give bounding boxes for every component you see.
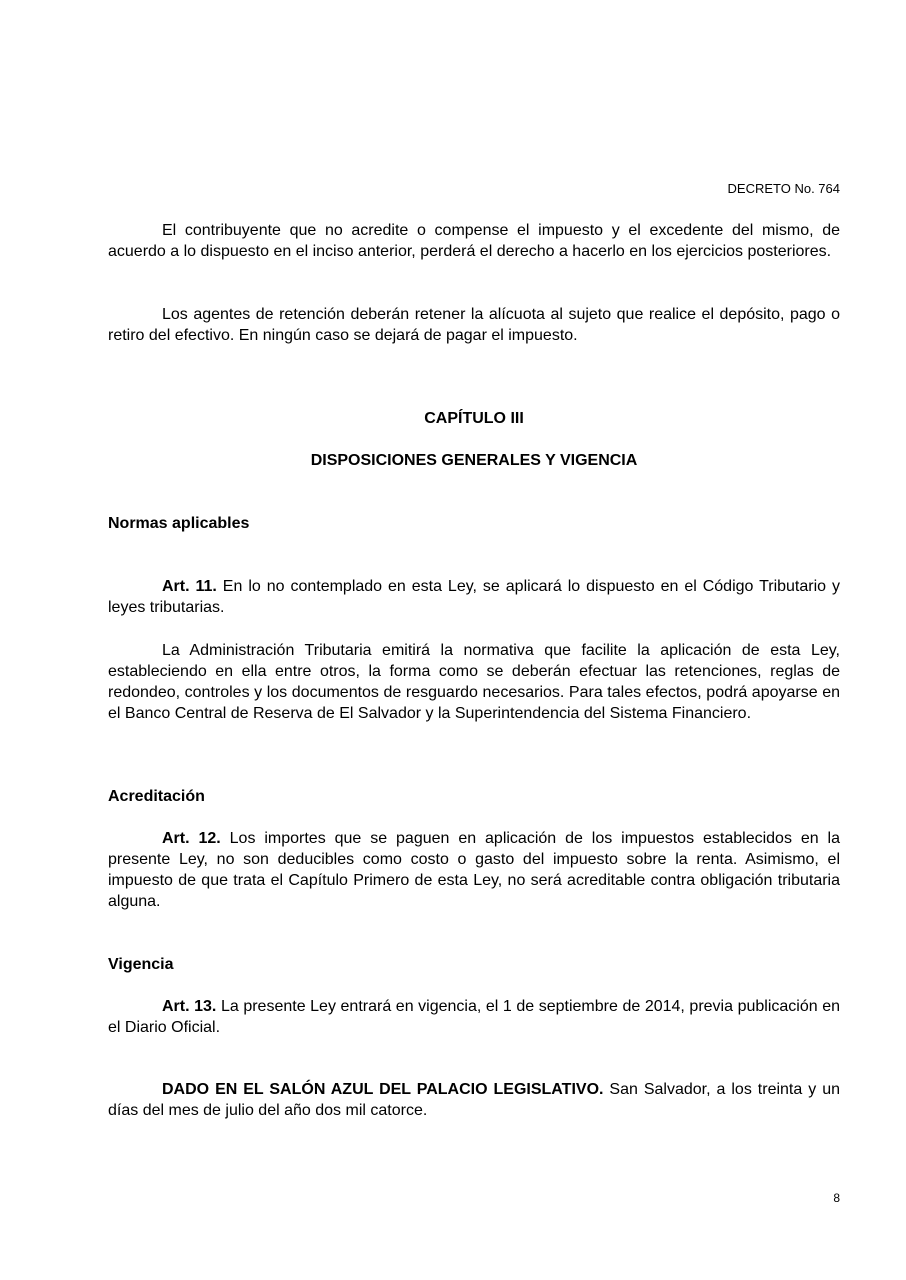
article-11-label: Art. 11. [162, 578, 217, 595]
closing-statement [108, 1079, 840, 1121]
section-heading-vigencia: Vigencia [108, 956, 174, 973]
article-11-text: En lo no contemplado en esta Ley, se aplicará lo dispuesto en el Código Tributario y leyes tributarias. [108, 578, 840, 616]
closing-bold: DADO EN EL SALÓN AZUL DEL PALACIO LEGISLATIVO. [162, 1081, 604, 1098]
chapter-number: CAPÍTULO III [424, 410, 524, 427]
section-heading-acreditacion: Acreditación [108, 788, 205, 805]
article-12 [108, 828, 840, 912]
article-12-label: Art. 12. [162, 830, 221, 847]
closing-text: San Salvador, a los treinta y un días del mes de julio del año dos mil catorce. [108, 1081, 840, 1119]
article-13 [108, 996, 840, 1038]
page-number: 8 [833, 1191, 840, 1205]
section-heading-normas: Normas aplicables [108, 515, 250, 532]
article-13-label: Art. 13. [162, 998, 217, 1015]
paragraph-administracion: La Administración Tributaria emitirá la normativa que facilite la aplicación de esta Ley, estableciendo en ella entre otros, la forma como se deberán efectuar las retenciones, reglas de redondeo, controles y los documentos de resguardo necesarios. Para tales efectos, podrá apoyarse en el Banco Central de Reserva de El Salvador y la Superintendencia del Sistema Financiero. [108, 642, 840, 722]
article-13-text: La presente Ley entrará en vigencia, el 1 de septiembre de 2014, previa publicación en el Diario Oficial. [108, 998, 840, 1036]
article-12-text: Los importes que se paguen en aplicación de los impuestos establecidos en la presente Ley, no son deducibles como costo o gasto del impuesto sobre la renta. Asimismo, el impuesto de que trata el Capítulo Primero de esta Ley, no será acreditable contra obligación tributaria alguna. [108, 830, 841, 910]
chapter-title: DISPOSICIONES GENERALES Y VIGENCIA [310, 452, 638, 469]
decree-reference: DECRETO No. 764 [727, 181, 840, 196]
article-11 [108, 576, 840, 618]
paragraph-excedente: El contribuyente que no acredite o compense el impuesto y el excedente del mismo, de acuerdo a lo dispuesto en el inciso anterior, perderá el derecho a hacerlo en los ejercicios posteriores. [108, 222, 840, 260]
paragraph-agentes-retencion: Los agentes de retención deberán retener la alícuota al sujeto que realice el depósito, pago o retiro del efectivo. En ningún caso se dejará de pagar el impuesto. [108, 306, 840, 344]
